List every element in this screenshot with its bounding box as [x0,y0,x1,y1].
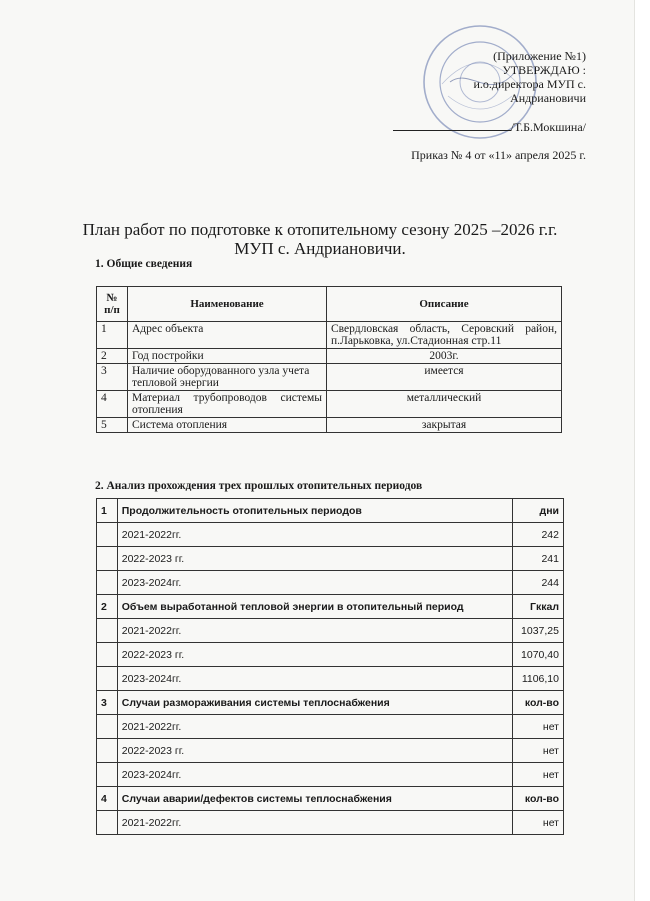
value-cell: 242 [513,523,564,547]
approve-label: УТВЕРЖДАЮ : [502,63,586,77]
period-cell: 2021-2022гг. [117,619,512,643]
group-unit: Гккал [513,595,564,619]
appendix-label: (Приложение №1) [493,49,586,63]
title-line-1: План работ по подготовке к отопительному сезону 2025 –2026 г.г. [82,220,558,239]
table-row [97,547,564,571]
position-line-2: Андриановичи [510,91,586,105]
table-row [97,322,562,349]
table-row [97,739,564,763]
group-num: 4 [97,787,118,811]
period-cell: 2023-2024гг. [117,571,512,595]
table-row [97,364,562,391]
row-name: Материал трубопроводов системы отопления [128,391,327,418]
table-row [97,571,564,595]
period-cell: 2021-2022гг. [117,523,512,547]
group-num: 1 [97,499,118,523]
period-cell: 2021-2022гг. [117,811,512,835]
table-row [97,523,564,547]
row-desc: имеется [327,364,562,391]
row-num: 3 [97,364,128,391]
group-label: Случаи размораживания системы теплоснабжения [117,691,512,715]
table-row [97,418,562,433]
general-info-table [96,286,562,433]
period-cell: 2023-2024гг. [117,667,512,691]
col-header-desc: Описание [327,287,562,322]
section1-heading: 1. Общие сведения [95,258,193,270]
row-num: 1 [97,322,128,349]
order-line: Приказ № 4 от «11» апреля 2025 г. [411,148,586,162]
signature-name: /Т.Б.Мокшина/ [510,120,586,134]
group-header-row [97,691,564,715]
period-cell: 2021-2022гг. [117,715,512,739]
row-name: Адрес объекта [128,322,327,349]
group-unit: кол-во [513,787,564,811]
value-cell: нет [513,811,564,835]
table-row [97,643,564,667]
value-cell: нет [513,715,564,739]
group-label: Продолжительность отопительных периодов [117,499,512,523]
signature-line [393,119,586,134]
value-cell: нет [513,739,564,763]
group-label: Случаи аварии/дефектов системы теплоснабжения [117,787,512,811]
row-desc: 2003г. [327,349,562,364]
section2-heading: 2. Анализ прохождения трех прошлых отопительных периодов [95,480,423,492]
row-desc: металлический [327,391,562,418]
row-desc: Свердловская область, Серовский район, п.Ларьковка, ул.Стадионная стр.11 [327,322,562,349]
table-row [97,391,562,418]
value-cell: 1106,10 [513,667,564,691]
table-row [97,349,562,364]
row-num: 5 [97,418,128,433]
position-line-1: и.о.директора МУП с. [473,77,586,91]
title-line-2: МУП с. Андриановичи. [234,239,406,258]
row-name: Год постройки [128,349,327,364]
group-header-row [97,595,564,619]
approval-block [393,49,586,162]
group-num: 3 [97,691,118,715]
group-header-row [97,787,564,811]
row-name: Система отопления [128,418,327,433]
row-num: 4 [97,391,128,418]
period-cell: 2022-2023 гг. [117,547,512,571]
table-row [97,763,564,787]
table-row [97,619,564,643]
group-unit: дни [513,499,564,523]
value-cell: 1037,25 [513,619,564,643]
period-cell: 2022-2023 гг. [117,739,512,763]
table-row [97,667,564,691]
group-unit: кол-во [513,691,564,715]
row-name: Наличие оборудованного узла учета тепловой энергии [128,364,327,391]
col-header-num: № п/п [97,287,128,322]
group-num: 2 [97,595,118,619]
value-cell: 1070,40 [513,643,564,667]
period-cell: 2023-2024гг. [117,763,512,787]
row-desc: закрытая [327,418,562,433]
group-label: Объем выработанной тепловой энергии в отопительный период [117,595,512,619]
table-row [97,715,564,739]
group-header-row [97,499,564,523]
signature-underline [393,119,511,131]
heating-periods-table [96,498,564,835]
col-header-name: Наименование [128,287,327,322]
table-row [97,811,564,835]
page-title [60,220,580,258]
value-cell: 241 [513,547,564,571]
period-cell: 2022-2023 гг. [117,643,512,667]
value-cell: нет [513,763,564,787]
value-cell: 244 [513,571,564,595]
row-num: 2 [97,349,128,364]
